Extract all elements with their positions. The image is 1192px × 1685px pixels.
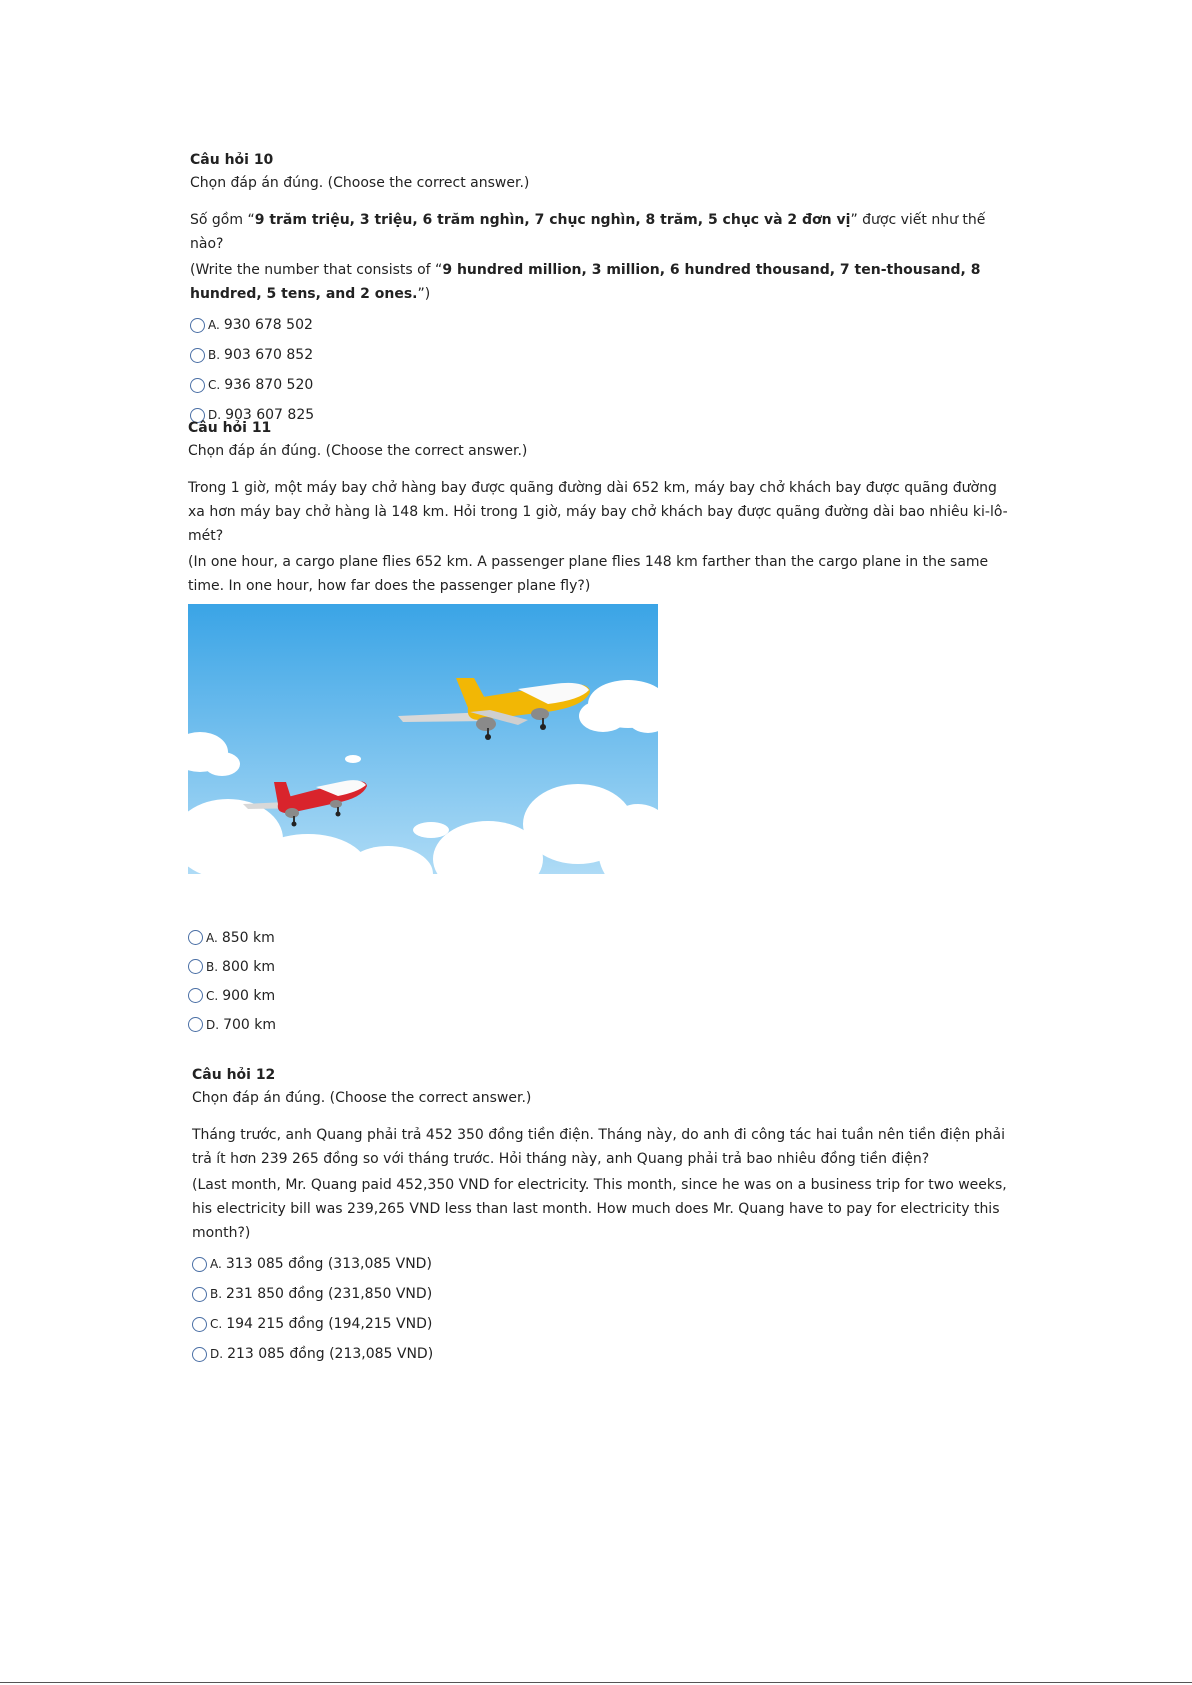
radio-button[interactable] — [192, 1317, 207, 1332]
radio-button[interactable] — [188, 1017, 203, 1032]
option-a[interactable]: A. 850 km — [188, 923, 1008, 952]
question-instruction: Chọn đáp án đúng. (Choose the correct answer.) — [192, 1090, 532, 1106]
radio-button[interactable] — [192, 1347, 207, 1362]
question-text-vi: Trong 1 giờ, một máy bay chở hàng bay được quãng đường dài 652 km, máy bay chở khách bay được quãng đường xa hơn máy bay chở hàng là 148 km. Hỏi trong 1 giờ, máy bay chở khách bay được quãng đường dài bao nhiêu ki-lô-mét? — [188, 480, 1008, 544]
radio-button[interactable] — [192, 1287, 207, 1302]
option-a[interactable]: A. 930 678 502 — [190, 310, 1010, 340]
option-c[interactable]: C. 936 870 520 — [190, 370, 1010, 400]
radio-button[interactable] — [188, 930, 203, 945]
option-d[interactable]: D. 903 607 825 — [190, 400, 1010, 430]
radio-button[interactable] — [190, 378, 205, 393]
answer-options — [188, 923, 1008, 1039]
option-a[interactable]: A. 313 085 đồng (313,085 VND) — [192, 1249, 1012, 1279]
question-text-en: (In one hour, a cargo plane flies 652 km. A passenger plane flies 148 km farther than the cargo plane in the same time. In one hour, how far does the passenger plane fly?) — [188, 554, 989, 594]
radio-button[interactable] — [192, 1257, 207, 1272]
question-text-en: (Write the number that consists of “9 hundred million, 3 million, 6 hundred thousand, 7 ten-thousand, 8 hundred, 5 tens, and 2 ones.”) — [190, 262, 981, 302]
question-instruction: Chọn đáp án đúng. (Choose the correct answer.) — [190, 175, 530, 191]
question-text-vi: Số gồm “9 trăm triệu, 3 triệu, 6 trăm nghìn, 7 chục nghìn, 8 trăm, 5 chục và 2 đơn vị” được viết như thế nào? — [190, 212, 986, 252]
airplanes-illustration — [188, 604, 658, 914]
option-c[interactable]: C. 900 km — [188, 981, 1008, 1010]
question-title: Câu hỏi 12 — [192, 1067, 276, 1083]
question-text-vi: Tháng trước, anh Quang phải trả 452 350 đồng tiền điện. Tháng này, do anh đi công tác hai tuần nên tiền điện phải trả ít hơn 239 265 đồng so với tháng trước. Hỏi tháng này, anh Quang phải trả bao nhiêu đồng tiền điện? — [192, 1127, 1005, 1167]
option-d[interactable]: D. 700 km — [188, 1010, 1008, 1039]
radio-button[interactable] — [190, 348, 205, 363]
cloud-icon — [345, 755, 361, 763]
option-b[interactable]: B. 800 km — [188, 952, 1008, 981]
page-bottom-divider — [0, 1682, 1192, 1683]
option-c[interactable]: C. 194 215 đồng (194,215 VND) — [192, 1309, 1012, 1339]
answer-options — [190, 310, 1010, 430]
radio-button[interactable] — [190, 318, 205, 333]
option-b[interactable]: B. 903 670 852 — [190, 340, 1010, 370]
option-d[interactable]: D. 213 085 đồng (213,085 VND) — [192, 1339, 1012, 1369]
radio-button[interactable] — [188, 988, 203, 1003]
radio-button[interactable] — [188, 959, 203, 974]
question-title: Câu hỏi 10 — [190, 152, 274, 168]
answer-options — [192, 1249, 1012, 1369]
option-b[interactable]: B. 231 850 đồng (231,850 VND) — [192, 1279, 1012, 1309]
cloud-icon — [413, 822, 449, 838]
question-text-en: (Last month, Mr. Quang paid 452,350 VND for electricity. This month, since he was on a business trip for two weeks, his electricity bill was 239,265 VND less than last month. How much does Mr. Quang have to pay for electricity this month?) — [192, 1177, 1007, 1241]
question-title: Câu hỏi 11 — [188, 420, 272, 436]
question-10 — [190, 150, 1010, 430]
question-11 — [188, 418, 1008, 1039]
question-instruction: Chọn đáp án đúng. (Choose the correct answer.) — [188, 443, 528, 459]
question-12 — [192, 1065, 1012, 1369]
